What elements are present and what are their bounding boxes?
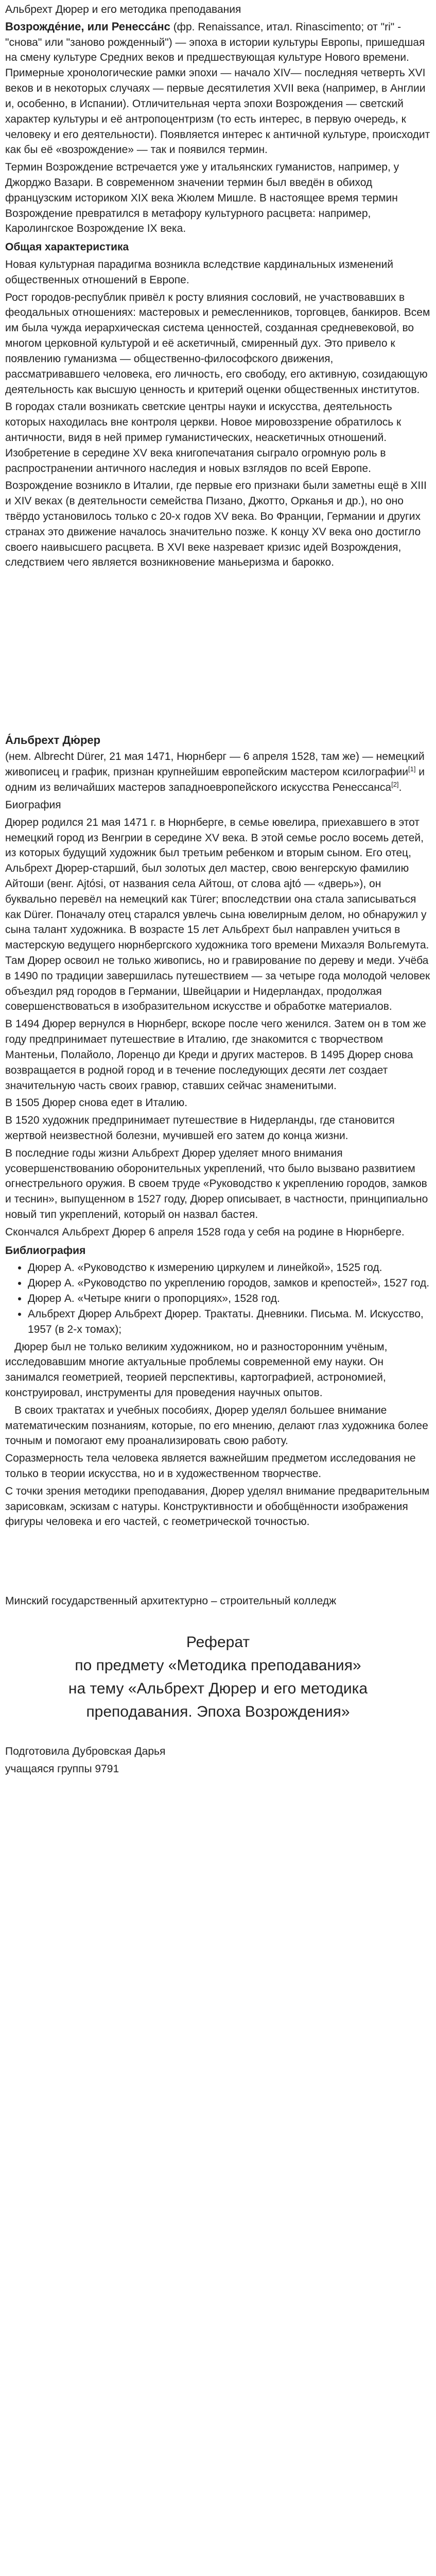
bibliography-list — [5, 1260, 431, 1337]
renaissance-paragraph: Термин Возрождение встречается уже у итальянских гуманистов, например, у Джорджо Вазари. В современном значении термин был введён в обиход французским историком XIX века Жюлем Мишле. В настоящее время термин Возрождение превратился в метафору культурного расцвета: например, Каролингское Возрождение IX века. — [5, 161, 399, 235]
report-title-line: на тему «Альбрехт Дюрер и его методика — [68, 1680, 368, 1698]
document-title: Альбрехт Дюрер и его методика преподавания — [5, 4, 241, 15]
report-title-line: по предмету «Методика преподавания» — [75, 1657, 361, 1674]
footnote-link-1[interactable]: [1] — [408, 765, 416, 773]
durer-intro — [5, 749, 431, 795]
bio-paragraph: В 1520 художник предпринимает путешествие в Нидерланды, где становится жертвой неизвестной болезни, мучившей его затем до конца жизни. — [5, 1114, 395, 1142]
bio-paragraph: В 1505 Дюрер снова едет в Италию. — [5, 1097, 188, 1109]
bibliography-item: • Дюрер А. «Руководство по укреплению городов, замков и крепостей», 1527 год. — [28, 1276, 431, 1291]
durer-intro-text-2: и одним из величайших мастеров западноевропейского искусства Ренессанса — [5, 766, 425, 794]
bibliography-item: • Дюрер А. «Руководство к измерению циркулем и линейкой», 1525 год. — [28, 1260, 431, 1276]
durer-title: А́льбрехт Дю́рер — [5, 734, 101, 747]
renaissance-intro-text: (фр. Renaissance, итал. Rinascimento; от "ri" - "снова" или "заново рожденный") — эпоха в истории культуры Европы, пришедшая на смену культуре Средних веков и предшествующая культуре Нового времени. Примерные хронологические рамки эпохи — начало XIV— последняя четверть XVI веков и в некоторых случаях — первые десятилетия XVII века (например, в Англии и, особенно, в Испании). Отличительная черта эпохи Возрождения — светский характер культуры и её антропоцентризм (то есть интерес, в первую очередь, к человеку и его деятельности). Появляется интерес к античной культуре, происходит как бы её «возрождение» — так и появился термин. — [5, 21, 430, 156]
method-paragraph: Дюрер был не только великим художником, но и разносторонним учёным, исследовавшим многие актуальные проблемы современной ему науки. Он занимался геометрией, теорией перспективы, картографией, астрономией, конструировал, инструменты для проведения научных опытов. — [5, 1341, 388, 1399]
bibliography-heading: Библиография — [5, 1244, 86, 1257]
durer-intro-text: (нем. Albrecht Dürer, 21 мая 1471, Нюрнберг — 6 апреля 1528, там же) — немецкий живописец и график, признан крупнейшим европейским мастером ксилографии — [5, 751, 425, 778]
prepared-by: Подготовила Дубровская Дарья — [5, 1745, 166, 1758]
report-title-block — [5, 1631, 431, 1723]
renaissance-intro — [5, 19, 431, 158]
renaissance-term: Возрожде́ние, или Ренесса́нс — [5, 20, 170, 33]
durer-intro-end: . — [398, 782, 402, 794]
bio-paragraph: В 1494 Дюрер вернулся в Нюрнберг, вскоре после чего женился. Затем он в том же году предпринимает путешествие в Италию, где знакомится с творчеством Мантеньи, Полайоло, Лоренцо ди Креди и других мастеров. В 1495 Дюрер снова возвращается в родной город и в течение последующих десяти лет создает значительную часть своих гравюр, ставших сейчас знаменитыми. — [5, 1018, 426, 1092]
blank-space — [5, 572, 431, 732]
bibliography-item: • Альбрехт Дюрер Альбрехт Дюрер. Трактаты. Дневники. Письма. М. Искусство, 1957 (в 2-х томах); — [28, 1307, 431, 1337]
footnote-link-2[interactable]: [2] — [391, 781, 399, 789]
renaissance-paragraph: Рост городов-республик привёл к росту влияния сословий, не участвовавших в феодальных отношениях: мастеровых и ремесленников, торговцев, банкиров. Всем им была чужда иерархическая система ценностей, созданная средневековой, во многом церковной культурой и её аскетичный, смиренный дух. Это привело к появлению гуманизма — общественно-философского движения, рассматривавшего человека, его личность, его свободу, его активную, созидающую деятельность как высшую ценность и критерий оценки общественных институтов. — [5, 291, 430, 396]
report-title-line: Реферат — [186, 1634, 250, 1651]
method-paragraph: В своих трактатах и учебных пособиях, Дюрер уделял большее внимание математическим познаниям, которые, по его мнению, делают глаз художника более точным и помогают ему проанализировать свою работу. — [5, 1404, 428, 1447]
bio-heading: Биография — [5, 799, 61, 811]
renaissance-paragraph: В городах стали возникать светские центры науки и искусства, деятельность которых находилась вне контроля церкви. Новое мировоззрение обратилось к античности, видя в ней пример гуманистических, неаскетичных отношений. Изобретение в середине XV века книгопечатания сыграло огромную роль в распространении античного наследия и новых взглядов по всей Европе. — [5, 401, 402, 474]
bibliography-item: • Дюрер А. «Четыре книги о пропорциях», 1528 год. — [28, 1291, 431, 1307]
bio-paragraph: Дюрер родился 21 мая 1471 г. в Нюрнберге, в семье ювелира, приехавшего в этот немецкий город из Венгрии в середине XV века. В этой семье росло восемь детей, из которых будущий художник был третьим ребенком и вторым сыном. Его отец, Альбрехт Дюрер-старший, был золотых дел мастер, свою венгерскую фамилию Айтоши (венг. Ajtósi, от названия села Айтош, от слова ajtó — «дверь»), он буквально перевёл на немецкий как Türer; впоследствии она стала записываться как Dürer. Поначалу отец старался увлечь сына ювелирным делом, но обнаружил у сына талант художника. В возрасте 15 лет Альбрехт был направлен учиться в мастерскую ведущего нюрнбергского художника того времени Михаэля Вольгемута. Там Дюрер освоил не только живопись, но и гравирование по дереву и меди. Учёба в 1490 по традиции завершилась путешествием — за четыре года молодой человек объездил ряд городов в Германии, Швейцарии и Нидерландах, продолжая совершенствоваться в изобразительном искусстве и обработке материалов. — [5, 816, 430, 1013]
section-heading-general: Общая характеристика — [5, 241, 129, 253]
college-name: Минский государственный архитектурно – строительный колледж — [5, 1595, 337, 1607]
bio-paragraph: Скончался Альбрехт Дюрер 6 апреля 1528 года у себя на родине в Нюрнберге. — [5, 1226, 405, 1238]
method-paragraph: С точки зрения методики преподавания, Дюрер уделял внимание предварительным зарисовкам, эскизам с натуры. Конструктивности и обобщённости изображения фигуры человека и его частей, с геометрической точностью. — [5, 1485, 430, 1528]
renaissance-paragraph: Возрождение возникло в Италии, где первые его признаки были заметны ещё в XIII и XIV веках (в деятельности семейства Пизано, Джотто, Орканья и др.), но оно твёрдо установилось только с 20-х годов XV века. Во Франции, Германии и других странах это движение началось значительно позже. К концу XV века оно достигло своего наивысшего расцвета. В XVI веке назревает кризис идей Возрождения, следствием чего является возникновение маньеризма и барокко. — [5, 480, 427, 569]
method-paragraph: Соразмерность тела человека является важнейшим предметом исследования не только в теории искусства, но и в художественном творчестве. — [5, 1452, 416, 1480]
blank-space — [5, 1532, 431, 1594]
student-group: учащаяся группы 9791 — [5, 1762, 119, 1775]
renaissance-paragraph: Новая культурная парадигма возникла вследствие кардинальных изменений общественных отношений в Европе. — [5, 259, 393, 286]
bio-paragraph: В последние годы жизни Альбрехт Дюрер уделяет много внимания усовершенствованию оборонительных укреплений, что было вызвано развитием огнестрельного оружия. В своем труде «Руководство к укреплению городов, замков и теснин», выпущенном в 1527 году, Дюрер описывает, в частности, принципиально новый тип укреплений, который он назвал бастея. — [5, 1147, 428, 1221]
report-title-line: преподавания. Эпоха Возрождения» — [86, 1703, 350, 1721]
